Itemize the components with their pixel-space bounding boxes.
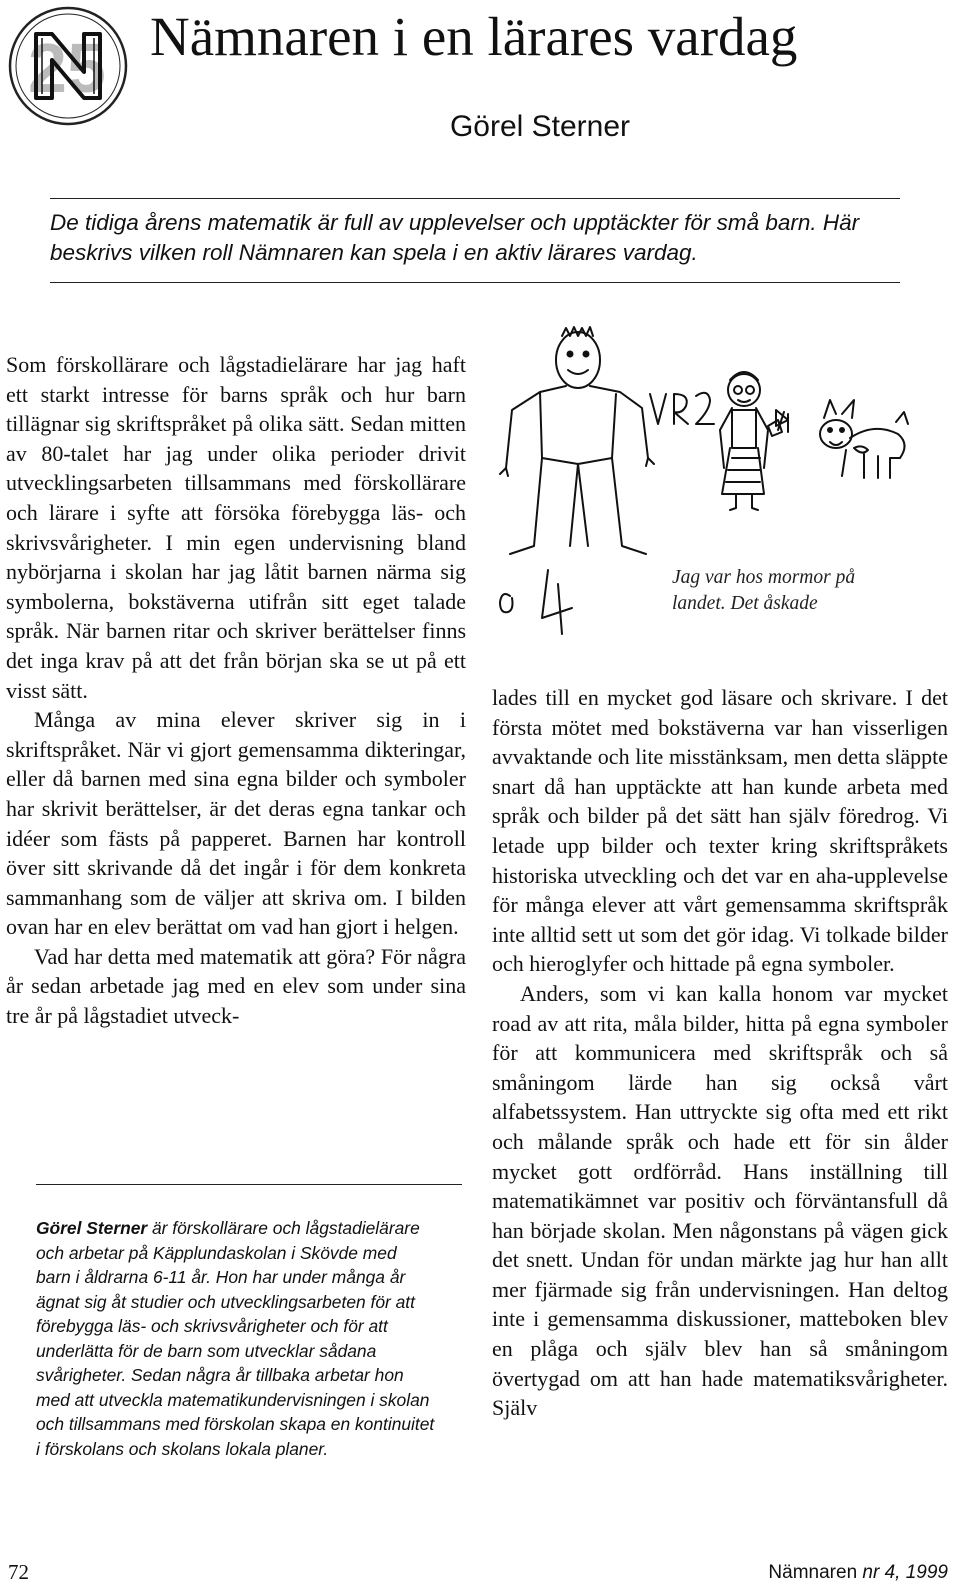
body-paragraph: Som förskollärare och lågstadielärare har jag haft ett starkt intresse för barns språk och hur barn tillägnar sig skriftspråket på olika sätt. Sedan mitten av 80-talet har jag under olika perioder drivit utvecklingsarbeten tillsammans med förskollärare och lärare i syfte att försöka förebygga läs- och skrivsvårigheter. I min egen undervisning bland nybörjarna i skolan har jag låtit barnen närma sig symbolerna, bokstäverna utifrån sitt eget talade språk. När barnen ritar och skriver berättelser finns det inga krav på att det från början ska se ut på ett visst sätt. bbox=[6, 352, 466, 703]
bio-author-name: Görel Sterner bbox=[36, 1218, 148, 1238]
article-ingress: De tidiga årens matematik är full av upplevelser och upptäckter för små barn. Här beskrivs vilken roll Nämnaren kan spela i en aktiv lärares vardag. bbox=[50, 210, 860, 265]
svg-text:25: 25 bbox=[28, 29, 106, 107]
left-column bbox=[6, 350, 466, 1031]
ingress-top-rule bbox=[50, 198, 900, 199]
author-bio bbox=[36, 1216, 436, 1461]
article-author: Görel Sterner bbox=[449, 110, 631, 143]
bio-text: är förskollärare och lågstadielärare och arbetar på Käpplundaskolan i Skövde med barn i åldrarna 6-11 år. Hon har under många år ägnat sig åt studier och utvecklingsarbeten för att förebygga läs- och skrivsvårigheter och för att underlätta för de barn som utvecklar sådana svårigheter. Sedan några år tillbaka arbetar hon med att utveckla matematikundervisningen i skolan och tillsammans med förskolan skapa en kontinuitet i förskolans och skolans lokala planer. bbox=[36, 1218, 435, 1459]
right-column bbox=[492, 683, 948, 1423]
body-paragraph: Många av mina elever skriver sig in i skriftspråket. När vi gjort gemensamma dikteringar, eller då barnen med sina egna bilder och symboler har skrivit berättelser, är det deras egna tankar och idéer som fästs på papperet. Barnen har kontroll över sitt skrivande då det ingår i för dem konkreta sammanhang som de väljer att skriva om. I bilden ovan har en elev berättat om vad han gjort i helgen. bbox=[6, 707, 466, 940]
ingress-bottom-rule bbox=[50, 282, 900, 283]
issue-info bbox=[768, 1562, 948, 1584]
body-paragraph: Vad har detta med matematik att göra? För några år sedan arbetade jag med en elev som under sina tre år på lågstadiet utveck- bbox=[6, 943, 466, 1029]
body-paragraph: lades till en mycket god läsare och skrivare. I det första mötet med bokstäverna var han visserligen avvaktande och lite misstänksam, men detta släppte snart då han upptäckte att han kunde arbeta med språk och bilder på det sätt han själv föredrog. Vi letade upp bilder och texter kring skriftspråkets historiska utveckling och det var en aha-upplevelse för många elever att vårt gemensamma skriftspråk inte alltid sett ut som det gör idag. Vi tolkade bilder och hieroglyfer och hittade på egna symboler. bbox=[492, 685, 948, 977]
issue-name: Nämnaren bbox=[768, 1562, 863, 1583]
bio-top-rule bbox=[36, 1184, 462, 1185]
page-number: 72 bbox=[8, 1560, 29, 1584]
body-paragraph: Anders, som vi kan kalla honom var mycket road av att rita, måla bilder, hitta på egna symboler för att kommunicera med skriftspråk och så småningom lärde han sig också vårt alfabetssystem. Han uttryckte sig ofta med ett rikt och målande språk och hade ett för sin ålder mycket gott ordförråd. Hans inställning till matematikämnet var positiv och förväntansfull då han började skolan. Men någonstans på vägen gick det snett. Undan för undan märkte jag hur han allt mer fjärmade sig från undervisningen. Han deltog inte i gemensamma diskussioner, matteboken blev en plåga och själv blev han så småningom övertygad om att han hade matematiksvårigheter. Själv bbox=[492, 980, 948, 1421]
article-title: Nämnaren i en lärares vardag bbox=[150, 6, 798, 67]
issue-number: nr 4, 1999 bbox=[862, 1562, 948, 1583]
figure-caption: Jag var hos mormor på landet. Det åskade bbox=[672, 567, 856, 614]
